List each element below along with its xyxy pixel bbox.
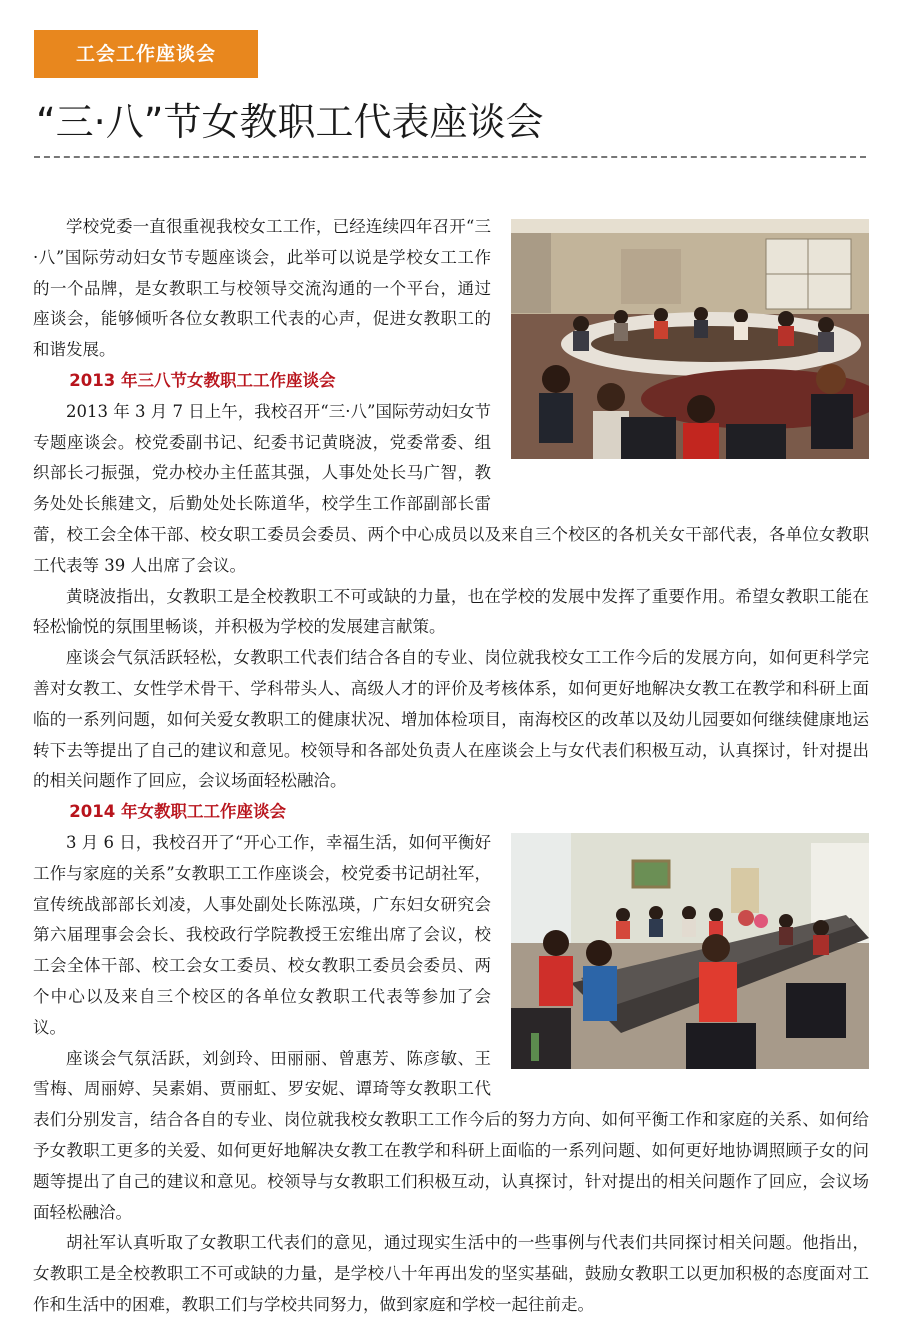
meeting-photo-2014-illustration	[511, 833, 869, 1069]
intro-paragraph: 学校党委一直很重视我校女工工作，已经连续四年召开“三·八”国际劳动妇女节专题座谈会，此举可以说是学校女工工作的一个品牌，是女教职工与校领导交流沟通的一个平台，通过座谈会，能够倾听各位女教职工代表的心声，促进女教职工的和谐发展。	[33, 217, 491, 360]
paragraph: 座谈会气氛活跃轻松，女教职工代表们结合各自的专业、岗位就我校女工工作今后的发展方向，如何更科学完善对女教工、女性学术骨干、学科带头人、高级人才的评价及考核体系，如何更好地解决女教工在教学和科研上面临的一系列问题，如何关爱女教职工的健康状况、增加体检项目，南海校区的改革以及幼儿园要如何继续健康地运转下去等提出了自己的建议和意见。校领导和各部处负责人在座谈会上与女代表们积极互动，认真探讨，针对提出的相关问题作了回应，会议场面轻松融洽。	[33, 648, 869, 791]
paragraph: 2013 年 3 月 7 日上午，我校召开“三·八”国际劳动妇女节专题座谈会。校党委副书记、纪委书记黄晓波，党委常委、组织部长刁振强，党办校办主任蓝其强，人事处处长马广智，教务处处长熊建文，后勤处处长陈道华，校学生工作部副部长雷蕾，校工会全体干部、校女职工委员会委员、两个中心成员以及来自三个校区的各机关女干部代表，各单位女教职工代表等 39 人出席了会议。	[33, 401, 869, 575]
paragraph: 胡社军认真听取了女教职工代表们的意见，通过现实生活中的一些事例与代表们共同探讨相关问题。他指出，女教职工是全校教职工不可或缺的力量，是学校八十年再出发的坚实基础，鼓励女教职工以更加积极的态度面对工作和生活中的困难，教职工们与学校共同努力，做到家庭和学校一起往前走。	[33, 1233, 869, 1314]
article-body	[33, 212, 869, 1321]
paragraph: 3 月 6 日，我校召开了“开心工作，幸福生活，如何平衡好工作与家庭的关系”女教职工工作座谈会，校党委书记胡社军，宣传统战部部长刘凌，人事处副处长陈泓瑛，广东妇女研究会第六届理事会会长、我校政行学院教授王宏维出席了会议，校工会全体干部、校工会女工委员、校女教职工委员会委员、两个中心以及来自三个校区的各单位女教职工代表等参加了会议。	[33, 832, 491, 1037]
meeting-photo-2014	[511, 833, 869, 1069]
paragraph: 黄晓波指出，女教职工是全校教职工不可或缺的力量，也在学校的发展中发挥了重要作用。希望女教职工能在轻松愉悦的氛围里畅谈，并积极为学校的发展建言献策。	[33, 586, 869, 637]
section-heading-2014: 2014 年女教职工工作座谈会	[69, 802, 286, 822]
title-divider	[34, 156, 866, 158]
meeting-photo-2013-illustration	[511, 219, 869, 459]
section-heading-2013: 2013 年三八节女教职工工作座谈会	[69, 370, 336, 390]
section-tag: 工会工作座谈会	[34, 30, 258, 78]
page-title: “三·八”节女教职工代表座谈会	[36, 100, 544, 144]
paragraph: 座谈会气氛活跃，刘剑玲、田丽丽、曾惠芳、陈彦敏、王雪梅、周丽婷、吴素娟、贾丽虹、罗安妮、谭琦等女教职工代表们分别发言，结合各自的专业、岗位就我校女教职工工作今后的努力方向、如何平衡工作和家庭的关系、如何给予女教职工更多的关爱、如何更好地解决女教工在教学和科研上面临的一系列问题、如何更好地协调照顾子女的问题等提出了自己的建议和意见。校领导与女教职工们积极互动，认真探讨，针对提出的相关问题作了回应，会议场面轻松融洽。	[33, 1048, 869, 1222]
meeting-photo-2013	[511, 219, 869, 459]
